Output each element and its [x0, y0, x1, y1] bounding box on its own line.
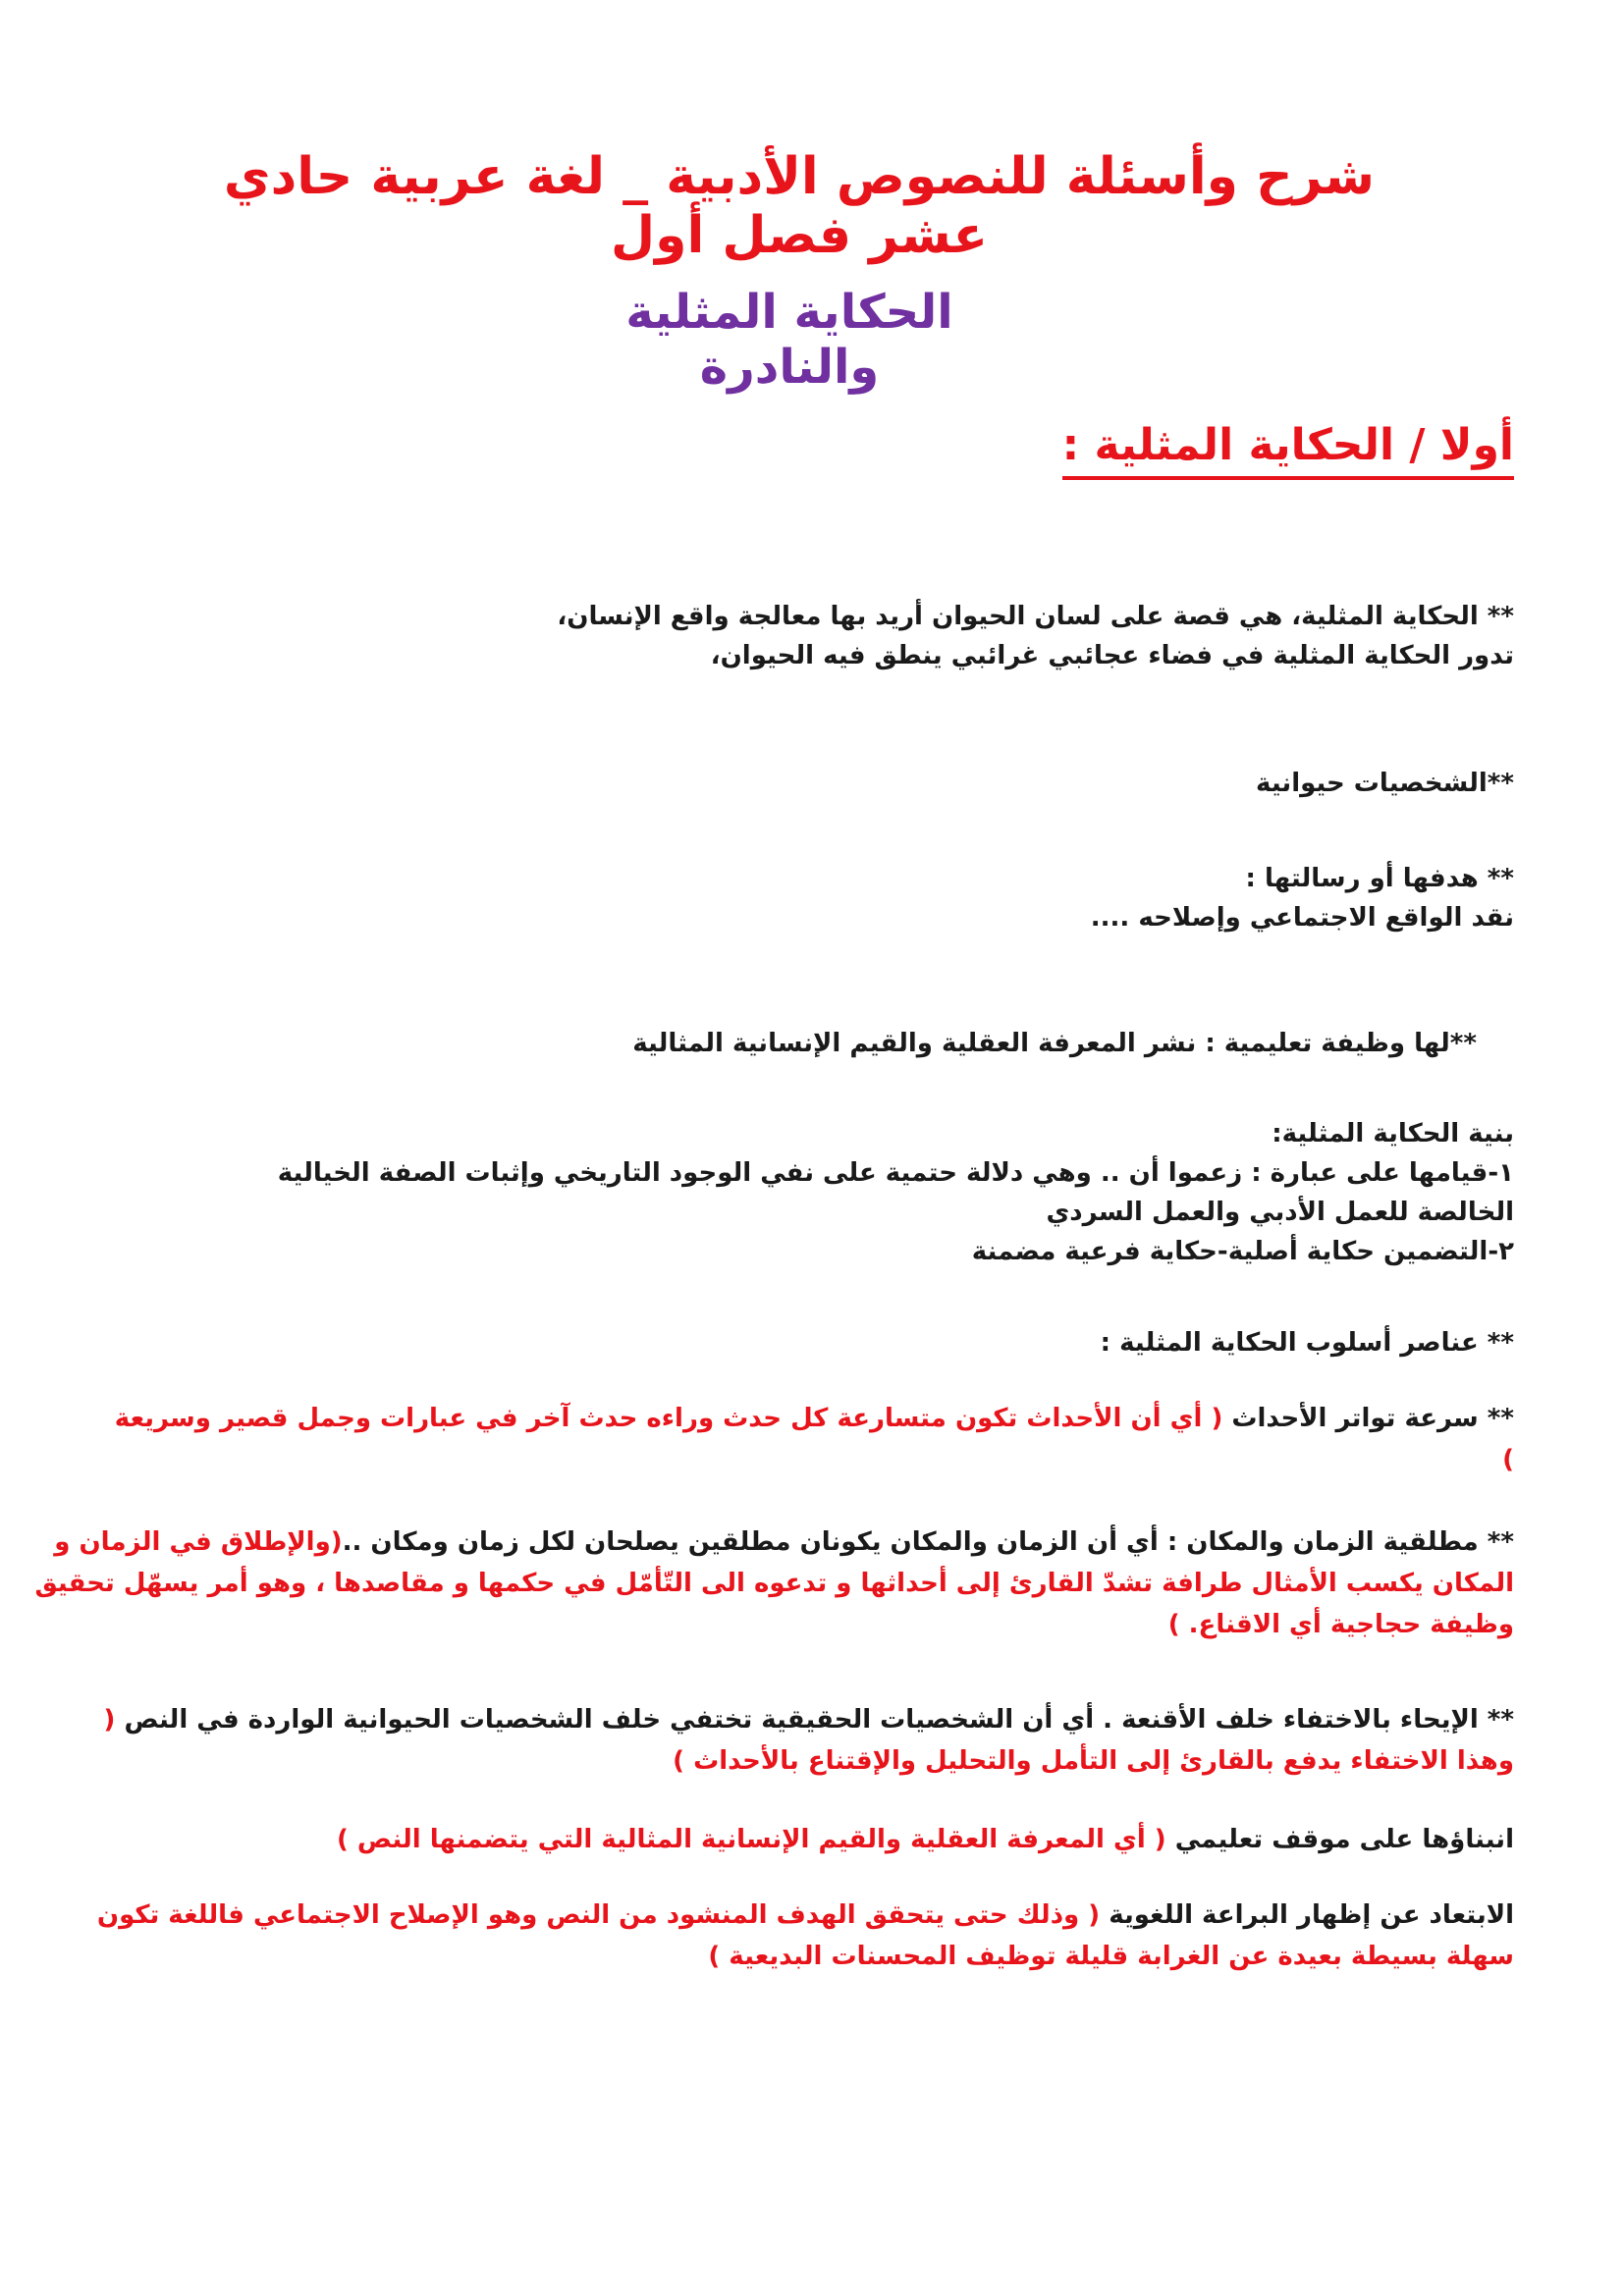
structure-item-2: ٢-التضمين حكاية أصلية-حكاية فرعية مضمنة: [971, 1237, 1514, 1266]
section-heading: أولا / الحكاية المثلية :: [1062, 420, 1514, 480]
elements-title-paragraph: [110, 1323, 1514, 1362]
structure-title: بنية الحكاية المثلية:: [1272, 1119, 1514, 1148]
function-line: **لها وظيفة تعليمية : نشر المعرفة العقلية والقيم الإنسانية المثالية: [632, 1029, 1477, 1058]
simplicity-line-2: سهلة بسيطة بعيدة عن الغرابة قليلة توظيف المحسنات البديعية ): [708, 1942, 1514, 1971]
absoluteness-line-1: [54, 1522, 1514, 1563]
goal-line-2: نقد الواقع الاجتماعي وإصلاحه ....: [1090, 903, 1514, 933]
masks-note-start: (: [103, 1705, 116, 1735]
simplicity-paragraph: [96, 1895, 1514, 1977]
speed-label: ** سرعة تواتر الأحداث: [1231, 1404, 1514, 1433]
simplicity-note: ( وذلك حتى يتحقق الهدف المنشود من النص وهو الإصلاح الاجتماعي فاللغة تكون: [96, 1900, 1101, 1930]
structure-item-1-line-2: الخالصة للعمل الأدبي والعمل السردي: [1046, 1198, 1514, 1227]
speed-line-2: ): [1502, 1445, 1514, 1474]
absoluteness-line-3: وظيفة حجاجية أي الاقناع. ): [1167, 1610, 1514, 1639]
characters-line: **الشخصيات حيوانية: [1256, 769, 1514, 798]
absoluteness-line-2: المكان يكسب الأمثال طرافة تشدّ القارئ إلى أحداثها و تدعوه الى التّأمّل في حكمها و مقاصدها ، وهو أمر يسهّل تحقيق: [34, 1569, 1514, 1598]
educational-paragraph: [110, 1820, 1514, 1859]
masks-line-2: وهذا الاختفاء يدفع بالقارئ إلى التأمل والتحليل والإقتناع بالأحداث ): [673, 1746, 1514, 1776]
simplicity-line-1: [96, 1895, 1514, 1936]
educational-note: ( أي المعرفة العقلية والقيم الإنسانية المثالية التي يتضمنها النص ): [336, 1825, 1166, 1854]
document-title: شرح وأسئلة للنصوص الأدبية _ لغة عربية حادي عشر فصل أول: [223, 147, 1376, 265]
definition-line-1: ** الحكاية المثلية، هي قصة على لسان الحيوان أريد بها معالجة واقع الإنسان،: [557, 602, 1514, 631]
masks-line-1: [103, 1699, 1514, 1740]
goal-paragraph: [110, 859, 1514, 937]
structure-paragraph: [110, 1114, 1514, 1271]
speed-line-1: [110, 1398, 1514, 1439]
absoluteness-label: ** مطلقية الزمان والمكان : أي أن الزمان والمكان يكونان مطلقين يصلحان لكل زمان ومكان ..: [342, 1527, 1514, 1557]
speed-paragraph: [110, 1398, 1514, 1480]
educational-line: [110, 1820, 1514, 1859]
definition-paragraph: [110, 597, 1514, 675]
characters-paragraph: [110, 764, 1514, 803]
function-paragraph: [73, 1024, 1477, 1063]
absoluteness-paragraph: [34, 1522, 1514, 1645]
structure-item-1-line-1: ١-قيامها على عبارة : زعموا أن .. وهي دلالة حتمية على نفي الوجود التاريخي وإثبات الصفة الخيالية: [277, 1158, 1514, 1188]
educational-label: انبناؤها على موقف تعليمي: [1174, 1825, 1514, 1854]
simplicity-label: الابتعاد عن إظهار البراعة اللغوية: [1109, 1900, 1514, 1930]
absoluteness-note-start: (والإطلاق في الزمان و: [54, 1527, 343, 1557]
speed-note: ( أي أن الأحداث تكون متسارعة كل حدث وراءه حدث آخر في عبارات وجمل قصير وسريعة: [114, 1404, 1223, 1433]
definition-line-2: تدور الحكاية المثلية في فضاء عجائبي غرائبي ينطق فيه الحيوان،: [710, 641, 1514, 670]
goal-line-1: ** هدفها أو رسالتها :: [1245, 864, 1514, 893]
masks-label: ** الإيحاء بالاختفاء خلف الأقنعة . أي أن الشخصيات الحقيقية تختفي خلف الشخصيات الحيوانية الواردة في النص: [124, 1705, 1514, 1735]
document-subtitle: الحكاية المثلية والنادرة: [625, 285, 953, 395]
masks-paragraph: [103, 1699, 1514, 1782]
elements-title: ** عناصر أسلوب الحكاية المثلية :: [1100, 1328, 1514, 1358]
